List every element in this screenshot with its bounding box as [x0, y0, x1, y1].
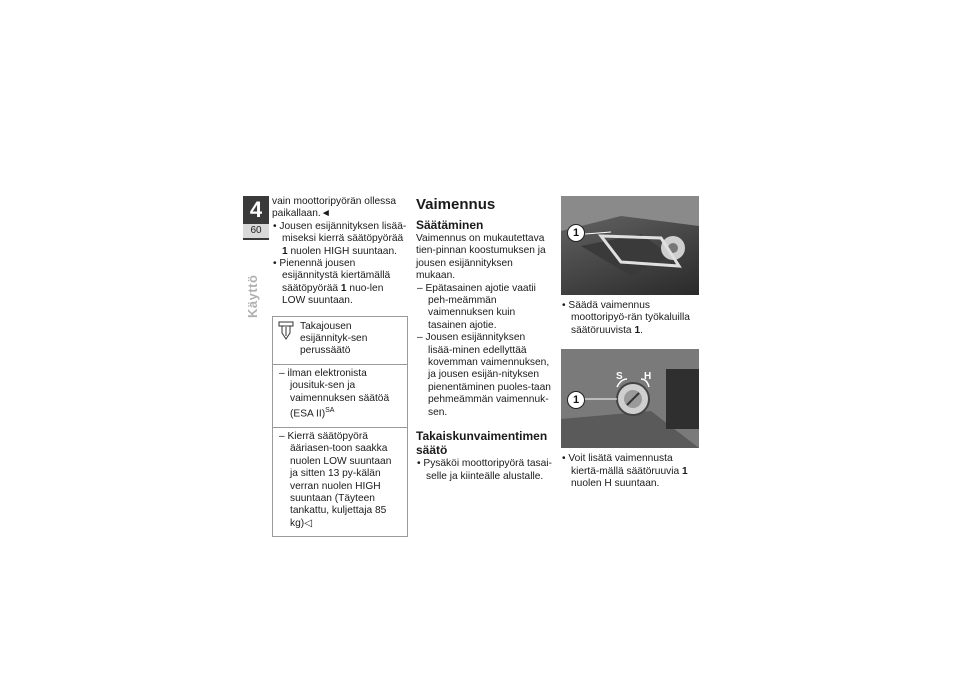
- dash-item-1: – Epätasainen ajotie vaatii peh-meämmän vaimennuksen kuin tasainen ajotie.: [417, 282, 536, 331]
- column-2: [416, 196, 552, 483]
- heading-vaimennus: Vaimennus: [416, 196, 496, 213]
- bullet-park: • Pysäköi moottoripyörä tasai-selle ja kiinteälle alustalle.: [417, 458, 552, 482]
- motorcycle-detail-photo: [561, 196, 699, 295]
- photo2-callout: 1: [567, 391, 585, 409]
- photo2-label-s: S: [616, 371, 623, 383]
- note-box: [272, 316, 408, 537]
- bullet-adjust: • Säädä vaimennus moottoripyö-rän työkaluilla säätöruuvista 1.: [562, 300, 690, 336]
- photo2-label-h: H: [644, 371, 652, 383]
- subheading-takaisku: Takaiskunvaimentimen säätö: [416, 429, 548, 458]
- note-row-1: – ilman elektronista jousituk-sen ja vaimennuksen säätöä (ESA II)$^{SA}$: [273, 365, 407, 428]
- column-3: [561, 196, 701, 490]
- tool-icon: [278, 321, 294, 341]
- chapter-tab: [243, 196, 269, 240]
- note-title: Takajousen esijännityk-sen perussäätö: [300, 320, 368, 357]
- bullet-increase: • Jousen esijännityksen lisää-miseksi kierrä säätöpyörää 1 nuolen HIGH suuntaan.: [273, 220, 407, 257]
- page-number: 60: [243, 224, 269, 238]
- note-header: [273, 317, 407, 365]
- note-item-1: ilman elektronista jousituk-sen ja vaimennuksen säätöä (ESA II): [287, 367, 390, 420]
- bullet-increase-damping: • Voit lisätä vaimennusta kiertä-mällä säätöruuvia 1 nuolen H suuntaan.: [562, 453, 688, 490]
- column-1: [272, 196, 408, 537]
- bullet-decrease: • Pienennä jousen esijännitystä kiertämällä säätöpyörää 1 nuo-len LOW suuntaan.: [273, 258, 391, 307]
- para-1: Vaimennus on mukautettava tien-pinnan koostumuksen ja jousen esijännityksen mukaan.: [416, 233, 546, 282]
- photo1-shapes: [561, 196, 699, 295]
- note-item-1-sup: SA: [325, 407, 335, 415]
- note-item-2: Kierrä säätöpyörä ääriasen-toon saakka nuolen LOW suuntaan ja sitten 13 py-kälän verran nuolen HIGH suuntaan (Täyteen tankattu, kuljettaja 85 kg)◁: [287, 430, 392, 529]
- photo1-callout: 1: [567, 224, 585, 242]
- adjuster-knob-photo: [561, 349, 699, 448]
- chapter-title: Käyttö: [245, 274, 260, 318]
- dash-item-2: – Jousen esijännityksen lisää-minen edellyttää kovemman vaimennuksen, ja jousen esijän-nityksen pienentäminen puoles-taan pehmeämmän vaimennuk-sen.: [417, 332, 551, 418]
- intro-text: vain moottoripyörän ollessa paikallaan.◄: [272, 196, 397, 220]
- chapter-number: 4: [249, 197, 263, 222]
- subheading-saataminen: Säätäminen: [416, 218, 484, 232]
- note-row-2: – Kierrä säätöpyörä ääriasen-toon saakka nuolen LOW suuntaan ja sitten 13 py-kälän verran nuolen HIGH suuntaan (Täyteen tankattu, kuljettaja 85 kg)◁: [279, 430, 392, 529]
